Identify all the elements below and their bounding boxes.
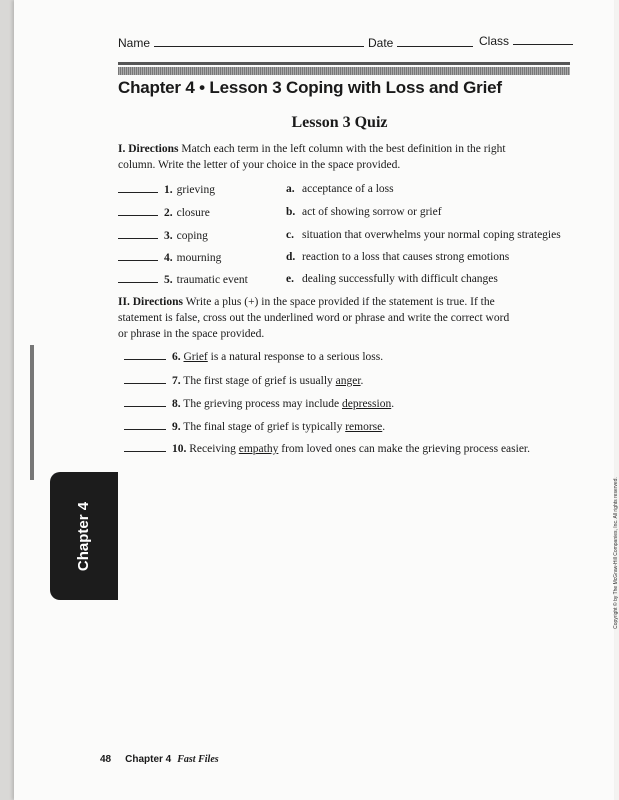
statement-text: from loved ones can make the grieving process easier.: [278, 443, 530, 455]
header-rule: [118, 62, 570, 65]
underlined-word: depression: [342, 398, 392, 410]
item-number: 6.: [172, 351, 181, 363]
section2-directions: [118, 294, 516, 342]
underlined-word: anger: [335, 375, 361, 387]
definition: reaction to a loss that causes strong emotions: [302, 251, 510, 263]
term: closure: [176, 207, 210, 219]
true-false-row: [124, 395, 394, 411]
definition-letter: b.: [286, 206, 296, 218]
match-row: [118, 204, 442, 220]
section2-text: Write a plus (+) in the space provided if the statement is true. If the statement is false, cross out the underlined word or phrase and write the correct word or phrase in the space provided.: [118, 296, 510, 340]
statement-text: The grieving process may include: [183, 398, 343, 410]
answer-blank: [118, 204, 158, 216]
name-field: [118, 36, 364, 50]
statement-text: The final stage of grief is typically: [183, 421, 346, 433]
chapter-tab-label: [50, 472, 118, 600]
chapter-tab-text: Chapter 4: [75, 501, 93, 571]
name-line: [154, 36, 364, 47]
statement-text: .: [382, 421, 386, 433]
copyright-text: Copyright © by The McGraw-Hill Companies, Inc. All rights reserved.: [613, 477, 619, 629]
term: traumatic event: [176, 274, 248, 286]
item-number: 1.: [164, 184, 173, 196]
date-label: Date: [368, 36, 394, 50]
term: mourning: [176, 252, 222, 264]
match-row: [118, 181, 394, 197]
statement-text: The first stage of grief is usually: [183, 375, 336, 387]
definition: acceptance of a loss: [302, 183, 394, 195]
term: coping: [176, 230, 208, 242]
section1-heading: I. Directions: [118, 143, 179, 155]
item-number: 9.: [172, 421, 181, 433]
class-line: [513, 34, 573, 45]
true-false-row: [124, 348, 383, 364]
answer-blank: [124, 440, 166, 452]
match-row: [118, 271, 498, 287]
definition-letter: a.: [286, 183, 295, 195]
answer-blank: [118, 249, 158, 261]
statement-text: .: [360, 375, 364, 387]
underlined-word: empathy: [238, 443, 279, 455]
answer-blank: [124, 372, 166, 384]
margin-mark: [30, 345, 34, 480]
match-row: [118, 227, 561, 243]
footer-chapter: Chapter 4: [125, 754, 172, 765]
item-number: 10.: [172, 443, 187, 455]
class-label: Class: [479, 34, 510, 48]
term: grieving: [176, 184, 215, 196]
definition-letter: c.: [286, 229, 294, 241]
section2-heading: II. Directions: [118, 296, 183, 308]
definition-letter: d.: [286, 251, 296, 263]
item-number: 7.: [172, 375, 181, 387]
section1-text: Match each term in the left column with the best definition in the right column. Write the letter of your choice in the space provided.: [118, 143, 506, 171]
page-number: 48: [100, 754, 112, 765]
answer-blank: [118, 227, 158, 239]
item-number: 3.: [164, 230, 173, 242]
answer-blank: [124, 395, 166, 407]
class-field: [479, 34, 573, 48]
page-title: Chapter 4 • Lesson 3 Coping with Loss and Grief: [118, 78, 502, 97]
answer-blank: [118, 271, 158, 283]
item-number: 2.: [164, 207, 173, 219]
true-false-row: [124, 418, 385, 434]
definition: dealing successfully with difficult changes: [302, 273, 498, 285]
item-number: 5.: [164, 274, 173, 286]
answer-blank: [118, 181, 158, 193]
copyright-notice: [612, 468, 619, 638]
definition: situation that overwhelms your normal coping strategies: [302, 229, 561, 241]
answer-blank: [124, 418, 166, 430]
true-false-row: [124, 372, 363, 388]
statement-text: .: [391, 398, 395, 410]
underlined-word: remorse: [345, 421, 383, 433]
statement-text: Receiving: [189, 443, 239, 455]
item-number: 8.: [172, 398, 181, 410]
definition-letter: e.: [286, 273, 294, 285]
underlined-word: Grief: [183, 351, 208, 363]
quiz-title: Lesson 3 Quiz: [291, 114, 388, 131]
section1-directions: [118, 141, 518, 173]
header-band: [118, 67, 570, 75]
match-row: [118, 249, 510, 265]
date-field: [368, 36, 473, 50]
definition: act of showing sorrow or grief: [302, 206, 442, 218]
page-footer: [100, 754, 219, 765]
item-number: 4.: [164, 252, 173, 264]
name-label: Name: [118, 36, 151, 50]
statement-text: is a natural response to a serious loss.: [207, 351, 384, 363]
true-false-row: [124, 440, 530, 456]
answer-blank: [124, 348, 166, 360]
footer-book: Fast Files: [177, 754, 219, 765]
date-line: [397, 36, 473, 47]
